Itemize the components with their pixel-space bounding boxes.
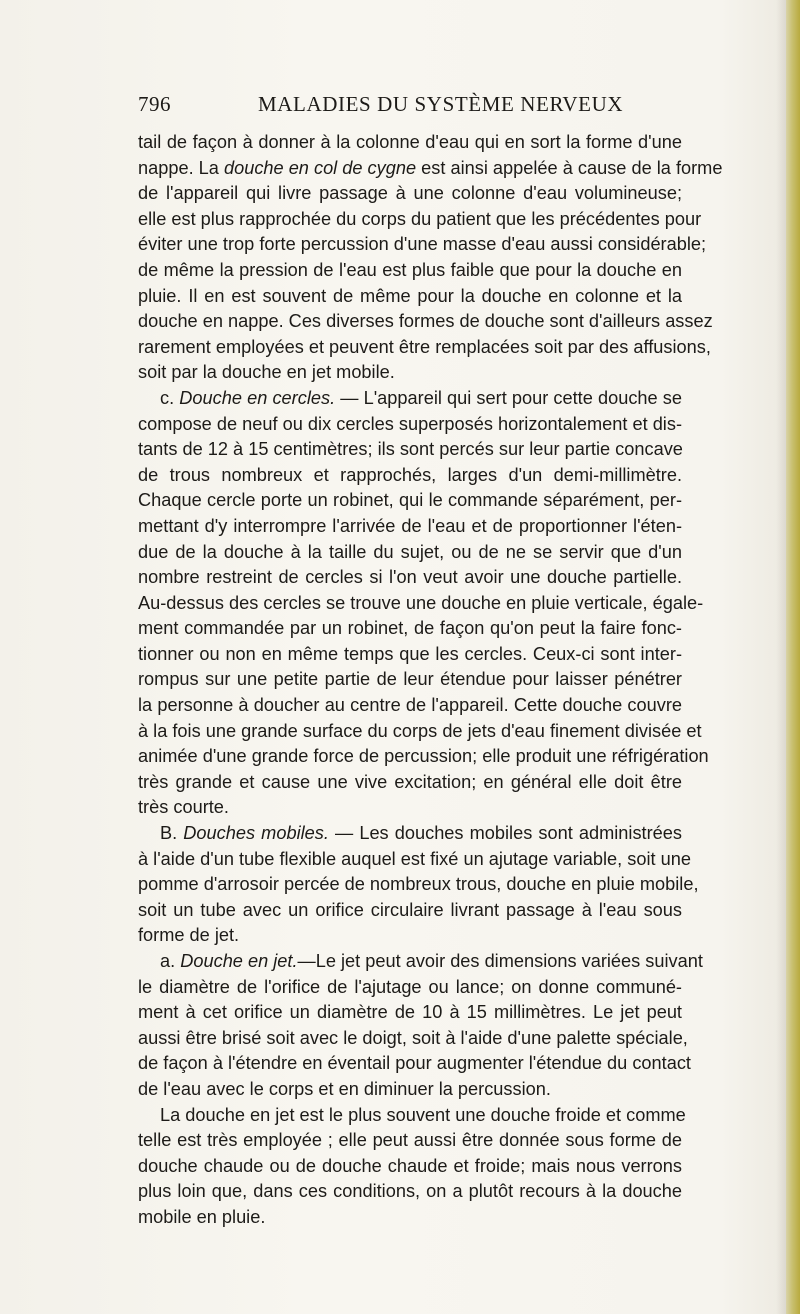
text-line — [138, 181, 682, 207]
text-span: éviter une trop forte percussion d'une masse d'eau aussi considérable; — [138, 234, 707, 255]
text-span: douche chaude ou de douche chaude et froide; mais nous verrons — [138, 1155, 682, 1176]
text-span: rompus sur une petite partie de leur étendue pour laisser pénétrer — [138, 669, 682, 690]
text-span: rarement employées et peuvent être remplacées soit par des affusions, — [138, 336, 711, 357]
running-head: MALADIES DU SYSTÈME NERVEUX — [258, 92, 624, 116]
text-line — [138, 591, 704, 617]
text-line — [138, 898, 682, 924]
text-span: nappe. La — [138, 157, 224, 178]
text-span: ment à cet orifice un diamètre de 10 à 15 millimètres. Le jet peut — [138, 1002, 682, 1023]
text-span: ment commandée par un robinet, de façon qu'on peut la faire fonc- — [138, 618, 682, 639]
text-line — [138, 1103, 686, 1129]
text-span: de trous nombreux et rapprochés, larges d'un demi-millimètre. — [138, 464, 682, 485]
text-line — [138, 335, 711, 361]
text-line — [138, 1154, 682, 1180]
text-line — [138, 1128, 682, 1154]
text-line — [138, 744, 709, 770]
text-span: plus loin que, dans ces conditions, on a plutôt recours à la douche — [138, 1181, 682, 1202]
text-span: la personne à doucher au centre de l'appareil. Cette douche couvre — [138, 695, 682, 716]
text-span: très grande et cause une vive excitation; en général elle doit être — [138, 771, 682, 792]
text-line — [138, 565, 682, 591]
text-span: telle est très employée ; elle peut aussi être donnée sous forme de — [138, 1130, 682, 1151]
text-line — [138, 975, 682, 1001]
italic-term: douche en col de cygne — [223, 157, 417, 178]
text-line — [138, 923, 682, 949]
text-line — [138, 719, 702, 745]
text-line — [138, 949, 703, 975]
page-gutter-shadow — [776, 0, 786, 1314]
text-span: mettant d'y interrompre l'arrivée de l'eau et de proportionner l'éten- — [138, 515, 682, 536]
text-span: très courte. — [138, 797, 229, 818]
italic-term: Douche en jet. — [180, 951, 298, 971]
text-line — [138, 693, 682, 719]
text-line — [138, 130, 682, 156]
text-line — [138, 770, 682, 796]
text-line — [138, 667, 682, 693]
text-line — [138, 463, 682, 489]
text-line — [138, 258, 682, 284]
text-line — [138, 284, 682, 310]
text-span: aussi être brisé soit avec le doigt, soit à l'aide d'une palette spéciale, — [138, 1027, 688, 1048]
text-span: soit par la douche en jet mobile. — [138, 362, 395, 383]
text-line — [138, 386, 682, 412]
text-span: le diamètre de l'orifice de l'ajutage ou lance; on donne communé- — [138, 976, 682, 997]
text-span: à la fois une grande surface du corps de jets d'eau finement divisée et — [138, 720, 702, 741]
page-edge — [786, 0, 800, 1314]
text-span: Au-dessus des cercles se trouve une douche en pluie verticale, égale- — [138, 592, 704, 613]
text-span: de même la pression de l'eau est plus faible que pour la douche en — [138, 259, 682, 280]
text-line — [138, 1000, 682, 1026]
text-span: pluie. Il en est souvent de même pour la douche en colonne et la — [138, 285, 682, 306]
text-line — [138, 1051, 691, 1077]
text-line — [138, 616, 682, 642]
text-line — [138, 207, 702, 233]
text-span: animée d'une grande force de percussion; elle produit une réfrigération — [138, 746, 709, 767]
text-span: c. — [160, 387, 180, 408]
text-span: à l'aide d'un tube flexible auquel est fixé un ajutage variable, soit une — [138, 848, 691, 869]
text-line — [138, 488, 682, 514]
text-line — [138, 540, 682, 566]
text-span: est ainsi appelée à cause de la forme — [416, 157, 723, 178]
text-line — [138, 795, 682, 821]
text-line — [138, 821, 682, 847]
text-span: soit un tube avec un orifice circulaire livrant passage à l'eau sous — [138, 899, 682, 920]
text-line — [138, 437, 682, 463]
text-span: tail de façon à donner à la colonne d'eau qui en sort la forme d'une — [138, 132, 682, 152]
text-span: — L'appareil qui sert pour cette douche se — [335, 387, 682, 408]
text-span: forme de jet. — [138, 925, 240, 946]
text-line — [138, 642, 682, 668]
text-line — [138, 1077, 682, 1103]
text-line — [138, 412, 682, 438]
text-span: tants de 12 à 15 centimètres; ils sont percés sur leur partie concave — [138, 439, 683, 460]
text-span: nombre restreint de cercles si l'on veut avoir une douche partielle. — [138, 567, 682, 588]
page-header — [138, 92, 678, 122]
page-number: 796 — [138, 92, 171, 116]
text-span: tionner ou non en même temps que les cercles. Ceux-ci sont inter- — [138, 643, 682, 664]
text-span: —Le jet peut avoir des dimensions variées suivant — [297, 951, 703, 971]
text-span: de l'eau avec le corps et en diminuer la percussion. — [138, 1078, 551, 1099]
text-span: a. — [160, 951, 181, 971]
text-span: due de la douche à la taille du sujet, ou de ne se servir que d'un — [138, 541, 682, 562]
text-line — [138, 847, 691, 873]
text-line — [138, 156, 723, 182]
text-span: La douche en jet est le plus souvent une douche froide et comme — [160, 1104, 686, 1125]
text-span: Chaque cercle porte un robinet, qui le commande séparément, per- — [138, 490, 682, 511]
text-span: douche en nappe. Ces diverses formes de douche sont d'ailleurs assez — [138, 311, 713, 332]
text-span: B. — [160, 823, 184, 844]
text-line — [138, 360, 682, 386]
text-span: de l'appareil qui livre passage à une colonne d'eau volumineuse; — [138, 183, 682, 204]
text-line — [138, 1026, 688, 1052]
italic-term: Douche en cercles. — [179, 387, 336, 408]
text-span: compose de neuf ou dix cercles superposés horizontalement et dis- — [138, 413, 682, 434]
text-span: elle est plus rapprochée du corps du patient que les précédentes pour — [138, 208, 702, 229]
text-line — [138, 1179, 682, 1205]
text-line — [138, 232, 707, 258]
text-line — [138, 872, 699, 898]
text-span: de façon à l'étendre en éventail pour augmenter l'étendue du contact — [138, 1053, 691, 1074]
text-span: pomme d'arrosoir percée de nombreux trous, douche en pluie mobile, — [138, 874, 699, 895]
italic-term: Douches mobiles. — [183, 823, 329, 844]
text-line — [138, 1205, 682, 1231]
body-text — [138, 130, 723, 1231]
text-line — [138, 514, 682, 540]
text-span: mobile en pluie. — [138, 1206, 266, 1227]
text-span: — Les douches mobiles sont administrées — [328, 823, 682, 844]
text-line — [138, 309, 713, 335]
